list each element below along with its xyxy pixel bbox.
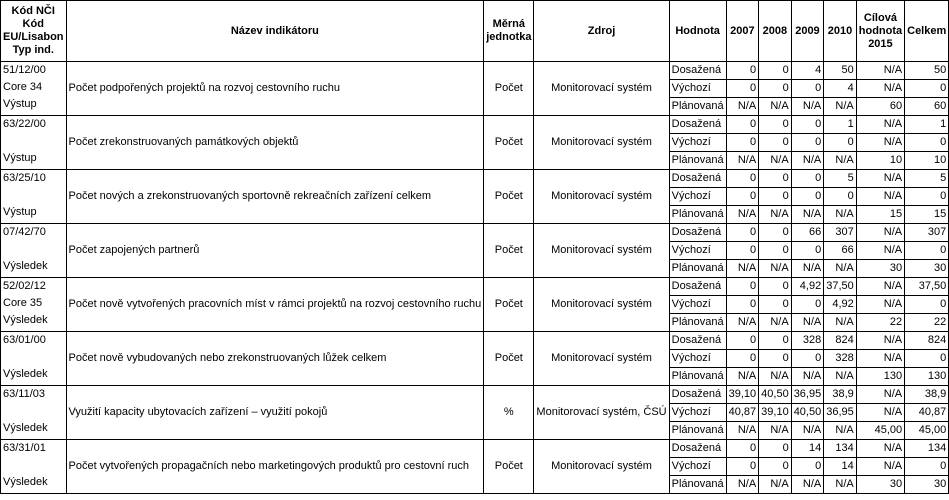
value-y2008: 0 <box>759 350 792 368</box>
value-y2009: 4 <box>791 62 824 80</box>
value-total: 824 <box>905 332 949 350</box>
value-target: 60 <box>856 98 904 116</box>
code-eu: Core 34 <box>3 81 43 93</box>
value-type <box>669 260 726 278</box>
value-target: 22 <box>856 314 904 332</box>
indicator-source: Monitorovací systém <box>534 116 669 170</box>
value-type-label: Výchozí <box>671 136 711 148</box>
value-target: N/A <box>856 134 904 152</box>
value-y2010: 824 <box>824 332 857 350</box>
value-y2010: 328 <box>824 350 857 368</box>
value-y2007: 0 <box>726 332 759 350</box>
value-y2008: 0 <box>759 80 792 98</box>
value-target: 15 <box>856 206 904 224</box>
value-total: 5 <box>905 170 949 188</box>
value-type-label: Dosažená <box>671 64 722 76</box>
value-y2007: N/A <box>726 422 759 440</box>
value-type-label: Plánovaná <box>671 424 724 436</box>
value-target: 10 <box>856 152 904 170</box>
indicator-name: Počet podpořených projektů na rozvoj cestovního ruchu <box>66 62 484 116</box>
value-target: N/A <box>856 332 904 350</box>
value-total: 0 <box>905 458 949 476</box>
code-type: Výsledek <box>3 260 48 272</box>
code-eu <box>3 133 64 150</box>
value-type-label: Plánovaná <box>671 316 724 328</box>
value-y2010: 134 <box>824 440 857 458</box>
value-y2008: N/A <box>759 368 792 386</box>
value-type <box>669 458 726 476</box>
value-type <box>669 314 726 332</box>
value-type-label: Dosažená <box>671 334 722 346</box>
value-type-label: Plánovaná <box>671 100 724 112</box>
indicator-row <box>1 224 949 242</box>
value-y2008: 0 <box>759 242 792 260</box>
code-eu <box>3 457 64 474</box>
code-eu <box>3 187 64 204</box>
value-type-label: Dosažená <box>671 388 722 400</box>
value-y2007: 0 <box>726 278 759 296</box>
code-type: Výstup <box>3 98 37 110</box>
value-y2008: 0 <box>759 224 792 242</box>
value-y2007: 0 <box>726 224 759 242</box>
value-y2008: N/A <box>759 422 792 440</box>
code-type: Výstup <box>3 152 37 164</box>
code-type: Výsledek <box>3 314 48 326</box>
value-total: 30 <box>905 476 949 494</box>
indicator-code <box>1 386 67 440</box>
value-y2010: 37,50 <box>824 278 857 296</box>
indicator-source: Monitorovací systém <box>534 332 669 386</box>
value-y2007: 0 <box>726 62 759 80</box>
value-type <box>669 134 726 152</box>
value-y2007: N/A <box>726 152 759 170</box>
value-type-label: Plánovaná <box>671 370 724 382</box>
value-type <box>669 152 726 170</box>
code-nci: 63/25/10 <box>3 172 46 184</box>
indicator-row <box>1 332 949 350</box>
code-type: Výsledek <box>3 368 48 380</box>
value-target: N/A <box>856 458 904 476</box>
value-target: N/A <box>856 296 904 314</box>
indicator-source: Monitorovací systém <box>534 278 669 332</box>
value-y2008: N/A <box>759 260 792 278</box>
indicator-source: Monitorovací systém <box>534 440 669 494</box>
value-total: 15 <box>905 206 949 224</box>
value-y2010: 66 <box>824 242 857 260</box>
value-y2009: 0 <box>791 80 824 98</box>
value-y2007: N/A <box>726 368 759 386</box>
value-type-label: Plánovaná <box>671 154 724 166</box>
value-y2007: 0 <box>726 440 759 458</box>
value-total: 307 <box>905 224 949 242</box>
value-total: 0 <box>905 242 949 260</box>
value-y2008: N/A <box>759 152 792 170</box>
header-unit: Měrná jednotka <box>484 1 534 62</box>
value-y2008: 39,10 <box>759 404 792 422</box>
value-y2007: 0 <box>726 242 759 260</box>
value-y2008: N/A <box>759 314 792 332</box>
value-type-label: Výchozí <box>671 460 711 472</box>
value-type-label: Dosažená <box>671 280 722 292</box>
value-y2010: 0 <box>824 134 857 152</box>
value-target: N/A <box>856 116 904 134</box>
indicator-source: Monitorovací systém <box>534 62 669 116</box>
indicator-unit: Počet <box>484 224 534 278</box>
indicator-code <box>1 170 67 224</box>
value-type-label: Plánovaná <box>671 262 724 274</box>
indicator-name: Počet nově vytvořených pracovních míst v rámci projektů na rozvoj cestovního ruchu <box>66 278 484 332</box>
value-type-label: Výchozí <box>671 244 711 256</box>
value-target: 30 <box>856 260 904 278</box>
value-y2009: N/A <box>791 152 824 170</box>
indicator-row <box>1 440 949 458</box>
indicator-code <box>1 116 67 170</box>
value-y2009: 0 <box>791 350 824 368</box>
value-y2010: 4,92 <box>824 296 857 314</box>
value-type <box>669 188 726 206</box>
value-y2008: 0 <box>759 440 792 458</box>
value-total: 50 <box>905 62 949 80</box>
value-type <box>669 206 726 224</box>
value-y2009: 66 <box>791 224 824 242</box>
code-type: Výsledek <box>3 476 48 488</box>
value-y2009: 36,95 <box>791 386 824 404</box>
value-type-label: Dosažená <box>671 442 722 454</box>
indicator-code <box>1 332 67 386</box>
value-y2008: 0 <box>759 296 792 314</box>
indicator-name: Počet zrekonstruovaných památkových objektů <box>66 116 484 170</box>
value-y2008: 0 <box>759 332 792 350</box>
value-y2007: 0 <box>726 188 759 206</box>
header-code-line: Typ ind. <box>12 44 54 56</box>
value-y2008: 0 <box>759 170 792 188</box>
value-type <box>669 386 726 404</box>
value-y2008: N/A <box>759 98 792 116</box>
value-y2008: 0 <box>759 134 792 152</box>
value-y2009: 40,50 <box>791 404 824 422</box>
value-type <box>669 368 726 386</box>
indicator-row <box>1 116 949 134</box>
value-y2008: 0 <box>759 458 792 476</box>
value-y2007: 40,87 <box>726 404 759 422</box>
code-eu <box>3 403 64 420</box>
value-y2010: 0 <box>824 188 857 206</box>
value-target: N/A <box>856 404 904 422</box>
value-type <box>669 242 726 260</box>
value-y2009: N/A <box>791 314 824 332</box>
value-target: 30 <box>856 476 904 494</box>
indicator-name: Počet vytvořených propagačních nebo marketingových produktů pro cestovní ruch <box>66 440 484 494</box>
value-y2007: 39,10 <box>726 386 759 404</box>
value-type-label: Dosažená <box>671 118 722 130</box>
value-type <box>669 332 726 350</box>
value-type-label: Výchozí <box>671 298 711 310</box>
code-nci: 63/31/01 <box>3 442 46 454</box>
value-y2009: 0 <box>791 242 824 260</box>
value-y2007: 0 <box>726 458 759 476</box>
value-total: 40,87 <box>905 404 949 422</box>
header-2009: 2009 <box>791 1 824 62</box>
value-type <box>669 170 726 188</box>
indicator-name: Počet nově vybudovaných nebo zrekonstruovaných lůžek celkem <box>66 332 484 386</box>
value-y2009: N/A <box>791 260 824 278</box>
indicator-unit: % <box>484 386 534 440</box>
value-y2009: 14 <box>791 440 824 458</box>
value-total: 0 <box>905 80 949 98</box>
value-y2010: 50 <box>824 62 857 80</box>
value-target: N/A <box>856 188 904 206</box>
value-y2010: 4 <box>824 80 857 98</box>
value-target: N/A <box>856 386 904 404</box>
value-y2009: N/A <box>791 98 824 116</box>
value-y2010: N/A <box>824 368 857 386</box>
value-type <box>669 440 726 458</box>
value-y2007: 0 <box>726 116 759 134</box>
value-target: 45,00 <box>856 422 904 440</box>
value-y2009: 0 <box>791 188 824 206</box>
value-y2010: N/A <box>824 152 857 170</box>
value-y2008: 0 <box>759 116 792 134</box>
value-total: 134 <box>905 440 949 458</box>
indicator-source: Monitorovací systém <box>534 224 669 278</box>
code-nci: 51/12/00 <box>3 64 46 76</box>
value-total: 1 <box>905 116 949 134</box>
value-type <box>669 224 726 242</box>
value-target: N/A <box>856 170 904 188</box>
value-total: 22 <box>905 314 949 332</box>
value-y2009: N/A <box>791 206 824 224</box>
value-y2008: 40,50 <box>759 386 792 404</box>
code-eu <box>3 349 64 366</box>
value-y2010: N/A <box>824 206 857 224</box>
code-eu <box>3 241 64 258</box>
value-type-label: Výchozí <box>671 406 711 418</box>
value-target: N/A <box>856 62 904 80</box>
value-y2007: 0 <box>726 350 759 368</box>
indicator-name: Počet nových a zrekonstruovaných sportovně rekreačních zařízení celkem <box>66 170 484 224</box>
code-nci: 52/02/12 <box>3 280 46 292</box>
value-y2007: N/A <box>726 260 759 278</box>
code-type: Výstup <box>3 206 37 218</box>
value-y2009: 0 <box>791 170 824 188</box>
code-nci: 63/11/03 <box>3 388 46 400</box>
indicator-code <box>1 224 67 278</box>
header-target: Cílová hodnota 2015 <box>856 1 904 62</box>
value-total: 0 <box>905 296 949 314</box>
value-y2010: N/A <box>824 260 857 278</box>
value-type-label: Výchozí <box>671 352 711 364</box>
value-type <box>669 62 726 80</box>
indicator-unit: Počet <box>484 116 534 170</box>
indicator-table-body <box>1 62 949 494</box>
value-y2010: N/A <box>824 98 857 116</box>
value-type-label: Plánovaná <box>671 478 724 490</box>
header-source: Zdroj <box>534 1 669 62</box>
value-type <box>669 80 726 98</box>
value-target: N/A <box>856 278 904 296</box>
value-y2007: N/A <box>726 476 759 494</box>
value-y2009: 0 <box>791 116 824 134</box>
indicator-unit: Počet <box>484 62 534 116</box>
indicator-unit: Počet <box>484 170 534 224</box>
value-type-label: Dosažená <box>671 226 722 238</box>
value-total: 0 <box>905 134 949 152</box>
header-2010: 2010 <box>824 1 857 62</box>
value-type <box>669 476 726 494</box>
value-target: N/A <box>856 224 904 242</box>
value-y2010: N/A <box>824 476 857 494</box>
header-value: Hodnota <box>669 1 726 62</box>
value-type <box>669 404 726 422</box>
indicator-row <box>1 278 949 296</box>
value-type-label: Dosažená <box>671 172 722 184</box>
value-y2009: 0 <box>791 458 824 476</box>
value-type-label: Výchozí <box>671 190 711 202</box>
value-type <box>669 296 726 314</box>
value-y2007: N/A <box>726 206 759 224</box>
indicator-source: Monitorovací systém, ČSÚ <box>534 386 669 440</box>
value-y2007: 0 <box>726 80 759 98</box>
header-2008: 2008 <box>759 1 792 62</box>
value-y2008: 0 <box>759 278 792 296</box>
value-y2010: N/A <box>824 314 857 332</box>
indicator-source: Monitorovací systém <box>534 170 669 224</box>
value-y2008: N/A <box>759 476 792 494</box>
value-y2010: 1 <box>824 116 857 134</box>
value-target: 130 <box>856 368 904 386</box>
value-target: N/A <box>856 80 904 98</box>
value-y2007: 0 <box>726 296 759 314</box>
value-y2010: 36,95 <box>824 404 857 422</box>
value-type-label: Plánovaná <box>671 208 724 220</box>
header-total: Celkem <box>905 1 949 62</box>
value-y2009: 328 <box>791 332 824 350</box>
value-target: N/A <box>856 440 904 458</box>
value-y2008: 0 <box>759 188 792 206</box>
value-y2010: 38,9 <box>824 386 857 404</box>
header-row <box>1 1 949 62</box>
value-total: 38,9 <box>905 386 949 404</box>
value-y2007: N/A <box>726 98 759 116</box>
header-code-line: Kód EU/Lisabon <box>3 18 64 43</box>
indicator-code <box>1 62 67 116</box>
indicator-unit: Počet <box>484 332 534 386</box>
value-total: 130 <box>905 368 949 386</box>
value-y2010: 307 <box>824 224 857 242</box>
indicator-row <box>1 62 949 80</box>
header-code <box>1 1 67 62</box>
value-type <box>669 278 726 296</box>
value-y2007: 0 <box>726 170 759 188</box>
header-name: Název indikátoru <box>66 1 484 62</box>
value-type <box>669 116 726 134</box>
value-y2009: N/A <box>791 422 824 440</box>
value-total: 60 <box>905 98 949 116</box>
value-y2007: N/A <box>726 314 759 332</box>
value-total: 30 <box>905 260 949 278</box>
value-y2009: 0 <box>791 134 824 152</box>
code-eu: Core 35 <box>3 297 43 309</box>
value-type <box>669 422 726 440</box>
value-type <box>669 350 726 368</box>
indicator-row <box>1 170 949 188</box>
indicator-code <box>1 440 67 494</box>
code-type: Výsledek <box>3 422 48 434</box>
value-y2010: N/A <box>824 422 857 440</box>
header-2007: 2007 <box>726 1 759 62</box>
value-type <box>669 98 726 116</box>
value-y2010: 5 <box>824 170 857 188</box>
value-target: N/A <box>856 350 904 368</box>
indicator-name: Využití kapacity ubytovacích zařízení – využití pokojů <box>66 386 484 440</box>
header-code-line: Kód NČI <box>11 5 55 17</box>
value-target: N/A <box>856 242 904 260</box>
value-y2008: N/A <box>759 206 792 224</box>
value-total: 37,50 <box>905 278 949 296</box>
value-type-label: Výchozí <box>671 82 711 94</box>
indicator-code <box>1 278 67 332</box>
value-total: 0 <box>905 350 949 368</box>
indicator-row <box>1 386 949 404</box>
code-nci: 63/22/00 <box>3 118 46 130</box>
value-y2007: 0 <box>726 134 759 152</box>
value-y2009: 4,92 <box>791 278 824 296</box>
value-total: 10 <box>905 152 949 170</box>
code-nci: 07/42/70 <box>3 226 46 238</box>
value-total: 0 <box>905 188 949 206</box>
indicator-name: Počet zapojených partnerů <box>66 224 484 278</box>
value-y2009: N/A <box>791 368 824 386</box>
value-y2009: 0 <box>791 296 824 314</box>
code-nci: 63/01/00 <box>3 334 46 346</box>
value-y2009: N/A <box>791 476 824 494</box>
value-total: 45,00 <box>905 422 949 440</box>
value-y2010: 14 <box>824 458 857 476</box>
value-y2008: 0 <box>759 62 792 80</box>
indicator-unit: Počet <box>484 278 534 332</box>
indicator-unit: Počet <box>484 440 534 494</box>
